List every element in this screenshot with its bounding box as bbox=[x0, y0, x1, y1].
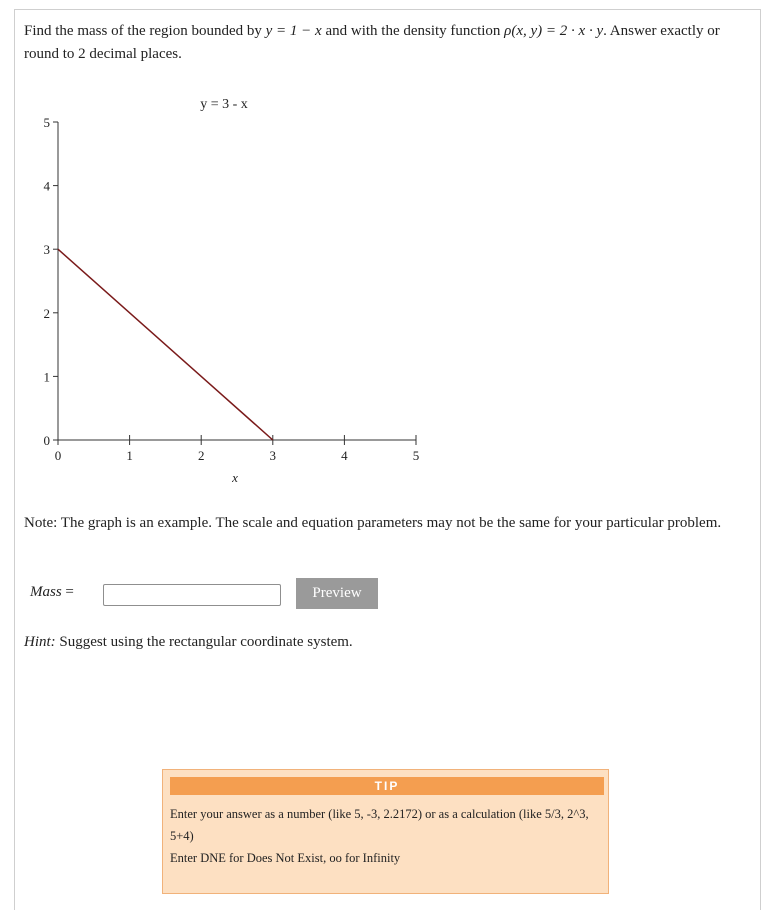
mass-equals: = bbox=[65, 584, 74, 600]
hint bbox=[24, 631, 353, 654]
mass-label-text: Mass bbox=[30, 584, 62, 600]
example-graph bbox=[24, 88, 444, 503]
y-tick-label: 1 bbox=[43, 369, 50, 385]
tip-line-1: Enter your answer as a number (like 5, -3, 2.2172) or as a calculation (like 5/3, 2^3, 5+4) bbox=[170, 807, 589, 843]
tip-line-2: Enter DNE for Does Not Exist, oo for Infinity bbox=[170, 851, 401, 865]
tip-box bbox=[162, 769, 609, 894]
x-tick-label: 4 bbox=[341, 448, 348, 463]
x-tick-label: 0 bbox=[54, 448, 62, 463]
problem-prefix: Find the mass of the region bounded by bbox=[24, 23, 262, 39]
hint-text: Suggest using the rectangular coordinate system. bbox=[59, 634, 353, 650]
x-tick-label: 3 bbox=[269, 448, 277, 463]
mass-label bbox=[30, 584, 92, 601]
density-equation: ρ(x, y) = 2 · x · y bbox=[504, 23, 604, 39]
x-tick-label: 5 bbox=[412, 448, 420, 463]
problem-suffix: . Answer exactly or round to 2 decimal places. bbox=[24, 23, 720, 62]
x-tick-label: 2 bbox=[197, 448, 205, 463]
y-tick-label: 0 bbox=[43, 433, 50, 448]
y-tick-label: 5 bbox=[43, 115, 50, 130]
preview-button[interactable]: Preview bbox=[296, 578, 378, 609]
graph-svg bbox=[24, 88, 444, 498]
y-tick-label: 4 bbox=[43, 178, 50, 194]
hint-label: Hint: bbox=[24, 634, 56, 650]
graph-note: Note: The graph is an example. The scale and equation parameters may not be the same for your particular problem. bbox=[24, 515, 722, 531]
tip-title: TIP bbox=[170, 777, 604, 795]
boundary-equation: y = 1 − x bbox=[265, 23, 322, 39]
mass-answer-input[interactable] bbox=[103, 584, 281, 606]
tip-body bbox=[170, 803, 590, 869]
graph-title: y = 3 - x bbox=[200, 97, 248, 112]
y-tick-label: 2 bbox=[43, 305, 50, 321]
y-tick-label: 3 bbox=[43, 242, 50, 258]
series-line bbox=[58, 249, 273, 440]
problem-statement bbox=[24, 20, 740, 66]
x-axis-label: x bbox=[232, 470, 238, 485]
problem-middle: and with the density function bbox=[325, 23, 501, 39]
x-tick-label: 1 bbox=[126, 448, 133, 463]
